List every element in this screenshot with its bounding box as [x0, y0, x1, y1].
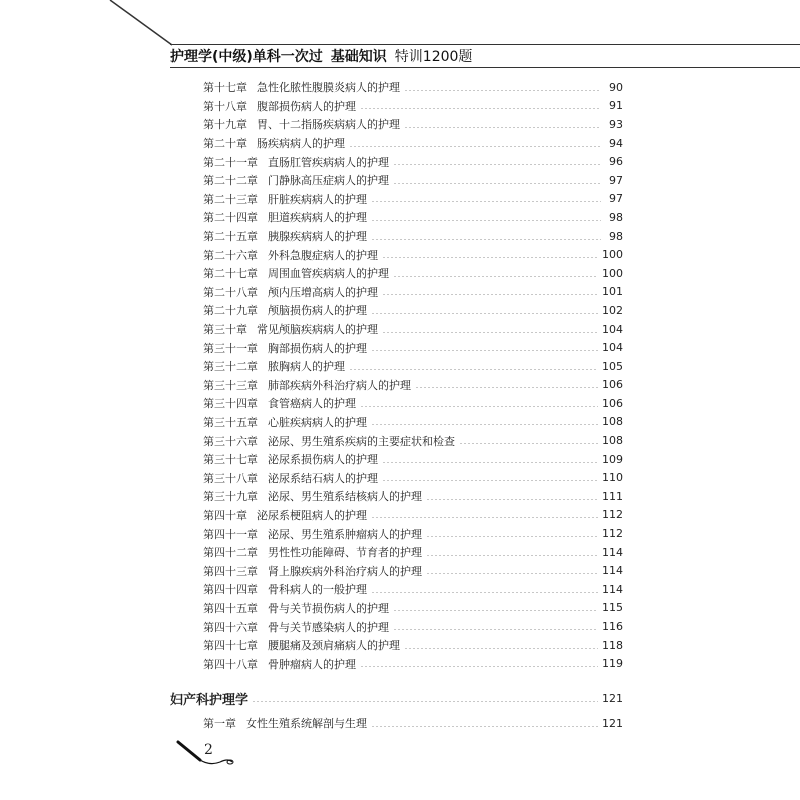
leader-dots [371, 726, 598, 727]
chapter-title: 肝脏疾病病人的护理 [268, 192, 367, 206]
chapter-title: 胰腺疾病病人的护理 [268, 230, 367, 244]
toc-entry[interactable] [203, 245, 623, 264]
chapter-title: 颅内压增高病人的护理 [268, 285, 378, 299]
chapter-page: 108 [602, 434, 623, 448]
chapter-page: 108 [602, 415, 623, 429]
chapter-page: 90 [609, 80, 623, 94]
chapter-title: 肠疾病病人的护理 [257, 137, 345, 151]
chapter-number: 第三十三章 [203, 378, 258, 392]
chapter-page: 118 [602, 638, 623, 652]
chapter-page: 100 [602, 266, 623, 280]
toc-entry[interactable] [203, 357, 623, 376]
leader-dots [371, 350, 598, 351]
leader-dots [426, 573, 598, 574]
chapter-title: 男性性功能障碍、节育者的护理 [268, 546, 422, 560]
chapter-title: 食管癌病人的护理 [268, 397, 356, 411]
chapter-title: 骨肿瘤病人的护理 [268, 657, 356, 671]
chapter-number: 第二十章 [203, 137, 247, 151]
chapter-number: 第四十七章 [203, 639, 258, 653]
leader-dots [371, 201, 601, 202]
chapter-title: 泌尿系结石病人的护理 [268, 471, 378, 485]
chapter-number: 第四十一章 [203, 527, 258, 541]
chapter-title: 胆道疾病病人的护理 [268, 211, 367, 225]
chapter-title: 周围血管疾病病人的护理 [268, 267, 389, 281]
toc-entry[interactable] [203, 134, 623, 153]
toc-entry[interactable] [203, 97, 623, 116]
chapter-page: 114 [602, 582, 623, 596]
toc-entry[interactable] [203, 524, 623, 543]
leader-dots [371, 424, 598, 425]
toc-entry[interactable] [203, 320, 623, 339]
book-title: 护理学(中级)单科一次过 [170, 49, 323, 65]
chapter-title: 泌尿系梗阻病人的护理 [257, 508, 367, 522]
section-first-entry [203, 714, 623, 733]
edition-label: 特训1200题 [394, 49, 473, 65]
leader-dots [404, 648, 598, 649]
leader-dots [404, 90, 601, 91]
chapter-number: 第四十四章 [203, 583, 258, 597]
leader-dots [382, 257, 598, 258]
toc-entry[interactable] [203, 115, 623, 134]
chapter-number: 第二十四章 [203, 211, 258, 225]
chapter-title: 泌尿、男生殖系肿瘤病人的护理 [268, 527, 422, 541]
toc-entry[interactable] [203, 394, 623, 413]
chapter-number: 第四十八章 [203, 657, 258, 671]
chapter-number: 第四十五章 [203, 601, 258, 615]
leader-dots [393, 276, 598, 277]
leader-dots [426, 499, 598, 500]
chapter-title: 常见颅脑疾病病人的护理 [257, 323, 378, 337]
chapter-page: 114 [602, 564, 623, 578]
leader-dots [371, 592, 598, 593]
leader-dots [371, 313, 598, 314]
leader-dots [393, 164, 601, 165]
chapter-page: 112 [602, 527, 623, 541]
chapter-page: 109 [602, 452, 623, 466]
chapter-number: 第四十六章 [203, 620, 258, 634]
chapter-page: 116 [602, 620, 623, 634]
toc-entry[interactable] [203, 190, 623, 209]
section-heading [170, 688, 623, 708]
chapter-page: 106 [602, 378, 623, 392]
chapter-page: 94 [609, 136, 623, 150]
toc-entry[interactable] [203, 599, 623, 618]
subject-label: 基础知识 [330, 49, 387, 65]
leader-dots [360, 666, 598, 667]
chapter-page: 110 [602, 471, 623, 485]
chapter-title: 骨与关节损伤病人的护理 [268, 601, 389, 615]
table-of-contents [203, 78, 623, 673]
chapter-number: 第三十七章 [203, 453, 258, 467]
running-header [170, 44, 800, 68]
chapter-number: 第三十六章 [203, 434, 258, 448]
leader-dots [382, 332, 598, 333]
chapter-page: 93 [609, 117, 623, 131]
chapter-page: 121 [602, 716, 623, 730]
leader-dots [382, 462, 598, 463]
chapter-title: 骨与关节感染病人的护理 [268, 620, 389, 634]
chapter-title: 外科急腹症病人的护理 [268, 248, 378, 262]
chapter-number: 第二十一章 [203, 155, 258, 169]
leader-dots [393, 629, 598, 630]
toc-entry[interactable] [203, 413, 623, 432]
leader-dots [426, 555, 598, 556]
leader-dots [360, 406, 598, 407]
chapter-number: 第三十五章 [203, 415, 258, 429]
chapter-number: 第三十章 [203, 323, 247, 337]
chapter-page: 104 [602, 322, 623, 336]
leader-dots [371, 220, 601, 221]
chapter-title: 肾上腺疾病外科治疗病人的护理 [268, 564, 422, 578]
toc-entry[interactable] [203, 580, 623, 599]
leader-dots [382, 294, 598, 295]
toc-entry[interactable] [203, 468, 623, 487]
toc-entry[interactable] [203, 543, 623, 562]
chapter-title: 颅脑损伤病人的护理 [268, 304, 367, 318]
leader-dots [371, 517, 598, 518]
chapter-page: 105 [602, 359, 623, 373]
chapter-number: 第四十三章 [203, 564, 258, 578]
chapter-page: 102 [602, 303, 623, 317]
leader-dots [415, 387, 598, 388]
toc-entry[interactable] [203, 487, 623, 506]
chapter-number: 第十七章 [203, 81, 247, 95]
chapter-title: 直肠肛管疾病病人的护理 [268, 155, 389, 169]
leader-dots [252, 701, 598, 702]
chapter-number: 第十九章 [203, 118, 247, 132]
chapter-number: 第二十五章 [203, 230, 258, 244]
chapter-title: 女性生殖系统解剖与生理 [246, 717, 367, 731]
chapter-title: 门静脉高压症病人的护理 [268, 174, 389, 188]
chapter-title: 泌尿、男生殖系疾病的主要症状和检查 [268, 434, 455, 448]
chapter-number: 第十八章 [203, 99, 247, 113]
toc-entry[interactable] [203, 301, 623, 320]
chapter-title: 腰腿痛及颈肩痛病人的护理 [268, 639, 400, 653]
toc-entry[interactable] [203, 338, 623, 357]
chapter-number: 第二十九章 [203, 304, 258, 318]
toc-entry[interactable] [203, 78, 623, 97]
toc-entry[interactable] [203, 227, 623, 246]
toc-entry[interactable] [203, 561, 623, 580]
toc-entry[interactable] [203, 208, 623, 227]
chapter-page: 112 [602, 508, 623, 522]
leader-dots [360, 108, 601, 109]
leader-dots [393, 183, 601, 184]
toc-entry[interactable] [203, 506, 623, 525]
chapter-page: 98 [609, 210, 623, 224]
chapter-number: 第二十三章 [203, 192, 258, 206]
toc-entry[interactable] [203, 264, 623, 283]
leader-dots [371, 239, 601, 240]
toc-entry[interactable] [203, 283, 623, 302]
chapter-title: 急性化脓性腹膜炎病人的护理 [257, 81, 400, 95]
chapter-title: 泌尿系损伤病人的护理 [268, 453, 378, 467]
chapter-number: 第二十八章 [203, 285, 258, 299]
leader-dots [459, 443, 598, 444]
toc-entry[interactable] [203, 152, 623, 171]
chapter-page: 104 [602, 341, 623, 355]
chapter-title: 骨科病人的一般护理 [268, 583, 367, 597]
chapter-page: 106 [602, 396, 623, 410]
toc-entry[interactable] [203, 171, 623, 190]
leader-dots [349, 146, 601, 147]
chapter-page: 101 [602, 285, 623, 299]
chapter-title: 脓胸病人的护理 [268, 360, 345, 374]
chapter-title: 胃、十二指肠疾病病人的护理 [257, 118, 400, 132]
chapter-number: 第四十二章 [203, 546, 258, 560]
section-title: 妇产科护理学 [170, 692, 249, 708]
chapter-title: 泌尿、男生殖系结核病人的护理 [268, 490, 422, 504]
toc-entry[interactable] [203, 714, 623, 733]
header-diagonal-rule [0, 0, 180, 70]
chapter-title: 心脏疾病病人的护理 [268, 415, 367, 429]
chapter-page: 98 [609, 229, 623, 243]
leader-dots [426, 536, 598, 537]
chapter-number: 第一章 [203, 717, 236, 731]
chapter-title: 肺部疾病外科治疗病人的护理 [268, 378, 411, 392]
chapter-page: 115 [602, 601, 623, 615]
chapter-page: 100 [602, 248, 623, 262]
chapter-page: 91 [609, 99, 623, 113]
chapter-number: 第三十二章 [203, 360, 258, 374]
toc-entry[interactable] [203, 376, 623, 395]
leader-dots [382, 480, 598, 481]
chapter-title: 胸部损伤病人的护理 [268, 341, 367, 355]
chapter-number: 第三十九章 [203, 490, 258, 504]
chapter-number: 第三十一章 [203, 341, 258, 355]
chapter-page: 114 [602, 545, 623, 559]
chapter-number: 第三十八章 [203, 471, 258, 485]
toc-entry[interactable] [203, 636, 623, 655]
leader-dots [349, 369, 598, 370]
toc-entry[interactable] [203, 450, 623, 469]
toc-entry[interactable] [203, 431, 623, 450]
chapter-number: 第三十四章 [203, 397, 258, 411]
page-number: 2 [204, 742, 213, 758]
toc-entry[interactable] [203, 654, 623, 673]
chapter-page: 111 [602, 489, 623, 503]
chapter-title: 腹部损伤病人的护理 [257, 99, 356, 113]
chapter-page: 97 [609, 173, 623, 187]
chapter-page: 119 [602, 657, 623, 671]
chapter-number: 第二十二章 [203, 174, 258, 188]
toc-entry[interactable] [203, 617, 623, 636]
chapter-page: 97 [609, 192, 623, 206]
leader-dots [404, 127, 601, 128]
chapter-number: 第二十六章 [203, 248, 258, 262]
chapter-number: 第二十七章 [203, 267, 258, 281]
leader-dots [393, 610, 598, 611]
section-page: 121 [602, 691, 623, 705]
chapter-number: 第四十章 [203, 508, 247, 522]
chapter-page: 96 [609, 155, 623, 169]
